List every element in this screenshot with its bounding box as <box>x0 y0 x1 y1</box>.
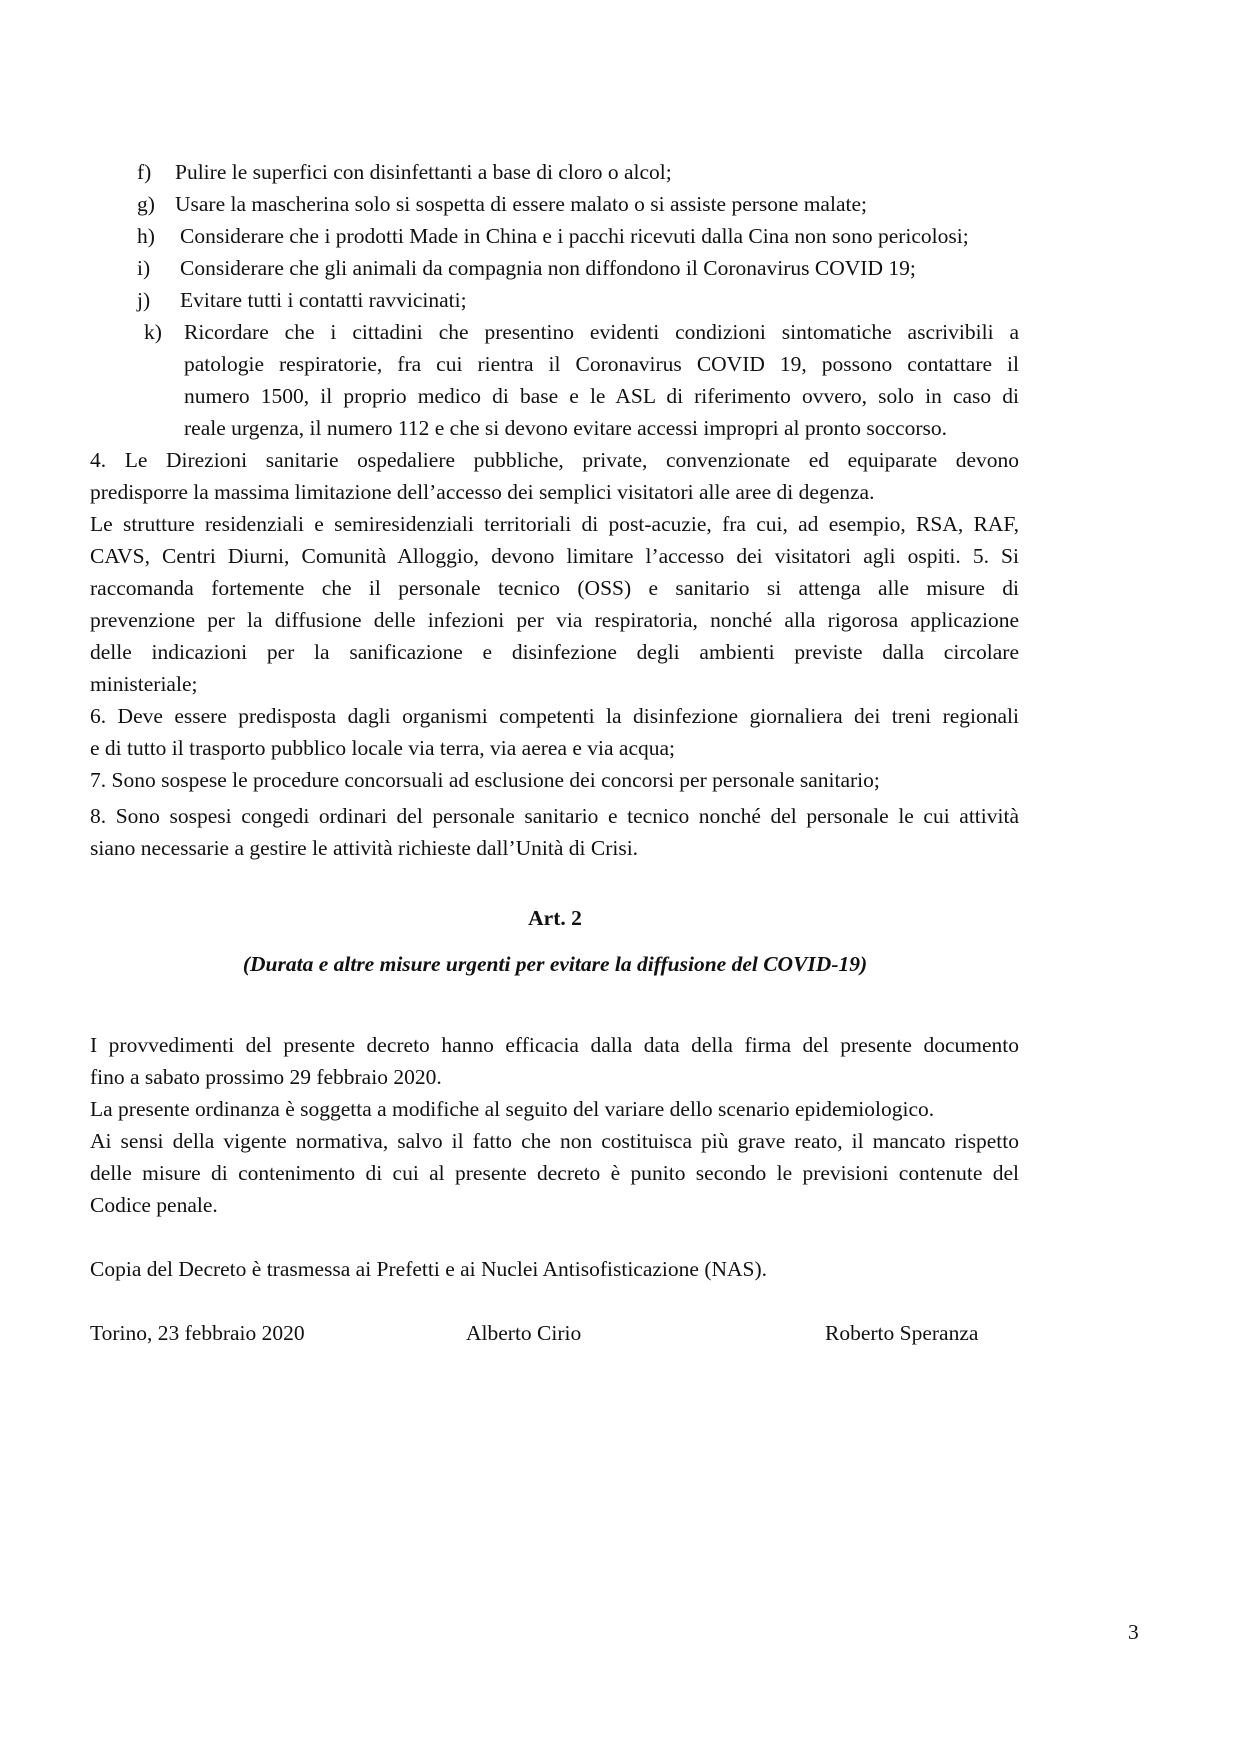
list-marker-g: g) <box>137 192 155 216</box>
list-item-h: Considerare che i prodotti Made in China e i pacchi ricevuti dalla Cina non sono pericolosi; <box>180 224 969 248</box>
art2-paragraph-3-line-1: Ai sensi della vigente normativa, salvo il fatto che non costituisca più grave reato, il mancato rispetto <box>90 1129 1019 1153</box>
list-item-k-line-4: reale urgenza, il numero 112 e che si devono evitare accessi impropri al pronto soccorso. <box>184 416 947 440</box>
list-marker-h: h) <box>137 224 155 248</box>
list-marker-f: f) <box>137 160 152 184</box>
paragraph-4b-line-4: prevenzione per la diffusione delle infezioni per via respiratoria, nonché alla rigorosa applicazione <box>90 608 1019 632</box>
paragraph-4-line-2: predisporre la massima limitazione dell’accesso dei semplici visitatori alle aree di degenza. <box>90 480 875 504</box>
paragraph-4b-line-1: Le strutture residenziali e semiresidenziali territoriali di post-acuzie, fra cui, ad esempio, RSA, RAF, <box>90 512 1019 536</box>
signer-1: Alberto Cirio <box>466 1321 582 1345</box>
paragraph-4b-line-6: ministeriale; <box>90 672 198 696</box>
paragraph-7: 7. Sono sospese le procedure concorsuali ad esclusione dei concorsi per personale sanitario; <box>90 768 880 792</box>
article-subtitle: (Durata e altre misure urgenti per evitare la diffusione del COVID-19) <box>242 952 868 976</box>
art2-paragraph-3-line-2: delle misure di contenimento di cui al presente decreto è punito secondo le previsioni contenute del <box>90 1161 1019 1185</box>
list-marker-k: k) <box>144 320 162 344</box>
list-marker-j: j) <box>137 288 151 312</box>
paragraph-4-line-1: 4. Le Direzioni sanitarie ospedaliere pubbliche, private, convenzionate ed equiparate devono <box>90 448 1019 472</box>
paragraph-8-line-2: siano necessarie a gestire le attività richieste dall’Unità di Crisi. <box>90 836 639 860</box>
place-date: Torino, 23 febbraio 2020 <box>90 1321 305 1345</box>
paragraph-8-line-1: 8. Sono sospesi congedi ordinari del personale sanitario e tecnico nonché del personale le cui attività <box>90 804 1019 828</box>
paragraph-4b-line-5: delle indicazioni per la sanificazione e disinfezione degli ambienti previste dalla circolare <box>90 640 1019 664</box>
list-item-f: Pulire le superfici con disinfettanti a base di cloro o alcol; <box>175 160 672 184</box>
art2-paragraph-2: La presente ordinanza è soggetta a modifiche al seguito del variare dello scenario epidemiologico. <box>90 1097 935 1121</box>
list-item-k-line-2: patologie respiratorie, fra cui rientra il Coronavirus COVID 19, possono contattare il <box>184 352 1019 376</box>
list-item-k-line-3: numero 1500, il proprio medico di base e le ASL di riferimento ovvero, solo in caso di <box>184 384 1019 408</box>
list-item-g: Usare la mascherina solo si sospetta di essere malato o si assiste persone malate; <box>175 192 867 216</box>
list-item-j: Evitare tutti i contatti ravvicinati; <box>180 288 467 312</box>
copy-notice: Copia del Decreto è trasmessa ai Prefetti e ai Nuclei Antisofisticazione (NAS). <box>90 1257 768 1281</box>
paragraph-6-line-1: 6. Deve essere predisposta dagli organismi competenti la disinfezione giornaliera dei treni regionali <box>90 704 1019 728</box>
paragraph-6-line-2: e di tutto il trasporto pubblico locale via terra, via aerea e via acqua; <box>90 736 676 760</box>
art2-paragraph-1-line-2: fino a sabato prossimo 29 febbraio 2020. <box>90 1065 442 1089</box>
page-number: 3 <box>1128 1620 1139 1644</box>
signer-2: Roberto Speranza <box>825 1321 979 1345</box>
art2-paragraph-1-line-1: I provvedimenti del presente decreto hanno efficacia dalla data della firma del presente documento <box>90 1033 1019 1057</box>
art2-paragraph-3-line-3: Codice penale. <box>90 1193 218 1217</box>
article-title: Art. 2 <box>528 906 582 930</box>
paragraph-4b-line-2: CAVS, Centri Diurni, Comunità Alloggio, devono limitare l’accesso dei visitatori agli ospiti. 5. Si <box>90 544 1019 568</box>
list-item-k-line-1: Ricordare che i cittadini che presentino evidenti condizioni sintomatiche ascrivibili a <box>184 320 1019 344</box>
list-marker-i: i) <box>137 256 151 280</box>
paragraph-4b-line-3: raccomanda fortemente che il personale tecnico (OSS) e sanitario si attenga alle misure di <box>90 576 1019 600</box>
list-item-i: Considerare che gli animali da compagnia non diffondono il Coronavirus COVID 19; <box>180 256 916 280</box>
